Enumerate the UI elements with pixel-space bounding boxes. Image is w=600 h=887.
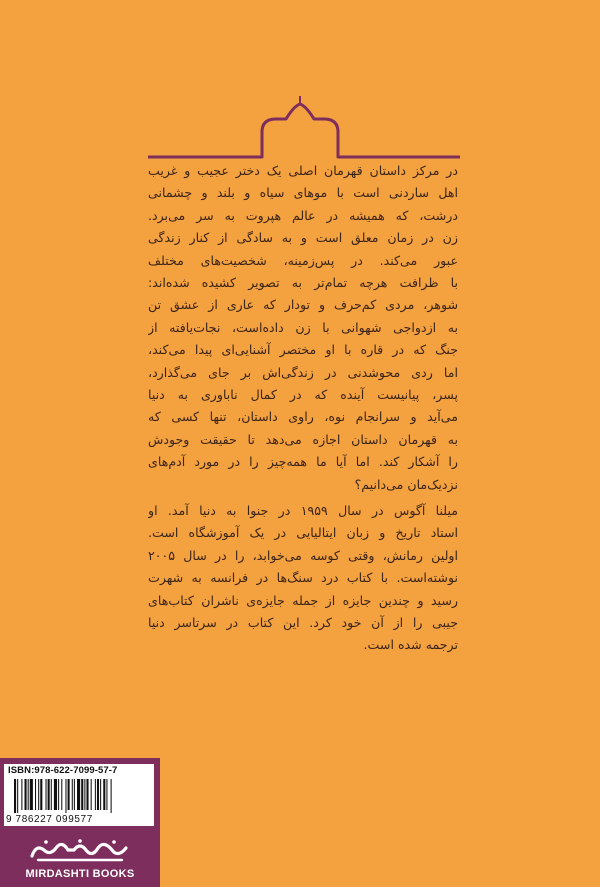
synopsis-paragraph (148, 160, 458, 496)
barcode-bar (58, 779, 59, 810)
barcode-bar (97, 779, 99, 810)
text-line: ترجمه شده است. (363, 637, 458, 653)
barcode-bar (111, 779, 112, 813)
barcode-bar (65, 779, 66, 813)
barcode-bar (35, 779, 36, 810)
text-line: نوشته‌است. با کتاب درد سنگ‌ها در فرانسه به شهرت (148, 570, 458, 586)
barcode-bar (30, 779, 33, 810)
barcode-bar (95, 779, 96, 810)
barcode-bar (14, 779, 16, 813)
barcode-bar (46, 779, 47, 810)
barcode-bar (103, 779, 105, 810)
barcode-bar (86, 779, 88, 810)
barcode-bar (38, 779, 39, 810)
barcode-bar (25, 779, 27, 810)
barcode-bar (54, 779, 57, 810)
publisher-logo (26, 836, 134, 866)
author-bio-paragraph (148, 500, 458, 657)
text-line: استاد تاریخ و زبان ایتالیایی در یک آموزشگاه است. (148, 525, 458, 541)
barcode-bar (81, 779, 83, 810)
isbn-text: ISBN:978-622-7099-57-7 (8, 765, 118, 776)
text-line: می‌آید و سرانجام نوه، راوی داستان، تنها کسی که (148, 409, 458, 425)
text-line: اما ردی محوشدنی در زندگی‌اش بر جای می‌گذارد، (148, 364, 458, 380)
text-line: در مرکز داستان قهرمان اصلی یک دختر عجیب و غریب (148, 163, 458, 178)
text-line: اهل ساردنی است با موهای سیاه و بلند و چشمانی (148, 185, 458, 201)
barcode-bar (21, 779, 22, 810)
text-line: شوهر، مردی کم‌حرف و تودار که عاری از عشق تن (148, 297, 458, 313)
text-line: عبور می‌کند. در پس‌زمینه، شخصیت‌های مختلف (148, 252, 458, 268)
text-line: جنگ که در قاره با او مختصر آشنایی‌ای پیدا می‌کند، (148, 342, 458, 358)
text-line: درشت، که همیشه در عالم هپروت به سر می‌برد. (148, 207, 458, 223)
barcode-bar (51, 779, 52, 810)
text-line: به ازدواجی شهوانی با زن داده‌است، نجات‌یافته از (148, 319, 458, 335)
barcode-bar (74, 779, 75, 810)
barcode-bar (68, 779, 70, 810)
barcode-bar (91, 779, 92, 810)
text-line: جیبی را از آن خود کرد. این کتاب در سرتاسر دنیا (148, 615, 458, 631)
publisher-box (0, 758, 160, 887)
barcode-bar (17, 779, 18, 813)
text-line: نزدیک‌مان می‌دانیم؟ (354, 476, 458, 492)
barcode-bar (84, 779, 85, 810)
text-line: میلنا آگوس در سال ۱۹۵۹ در جنوا به دنیا آمد. او (148, 503, 458, 518)
barcode-bar (61, 779, 62, 810)
text-line: اولین رمانش، وقتی کوسه می‌خوابد، را در سال ۲۰۰۵ (148, 547, 458, 563)
text-line: به قهرمان داستان اجازه می‌دهد تا حقیقت وجودش (148, 431, 458, 447)
barcode-bar (100, 779, 101, 810)
text-line: پسر، پیانیست آینده که در کمال ناباوری به دنیا (148, 387, 458, 403)
barcode-bar (40, 779, 42, 810)
barcode-bar (72, 779, 73, 810)
arch-ornament (0, 0, 600, 170)
barcode-bar (48, 779, 50, 810)
barcode-bar (106, 779, 107, 810)
barcode-label (4, 764, 154, 826)
text-line: با ظرافت هرچه تمام‌تر به تصویر کشیده شده‌اند: (148, 275, 458, 291)
publisher-name: MIRDASHTI BOOKS (25, 868, 135, 880)
text-line: رسید و چندین جایزه از جمله جایزه‌ی ناشران کتاب‌های (148, 592, 458, 608)
barcode-digits: 9 786227 099577 (6, 814, 93, 825)
barcode (12, 779, 150, 813)
barcode-bar (77, 779, 80, 810)
text-line: زن در زمان معلق است و به سادگی از کنار زندگی (148, 230, 458, 246)
barcode-bar (28, 779, 29, 810)
text-line: را آشکار کند. اما آیا ما همه‌چیز را در مورد آدم‌های (148, 454, 458, 470)
